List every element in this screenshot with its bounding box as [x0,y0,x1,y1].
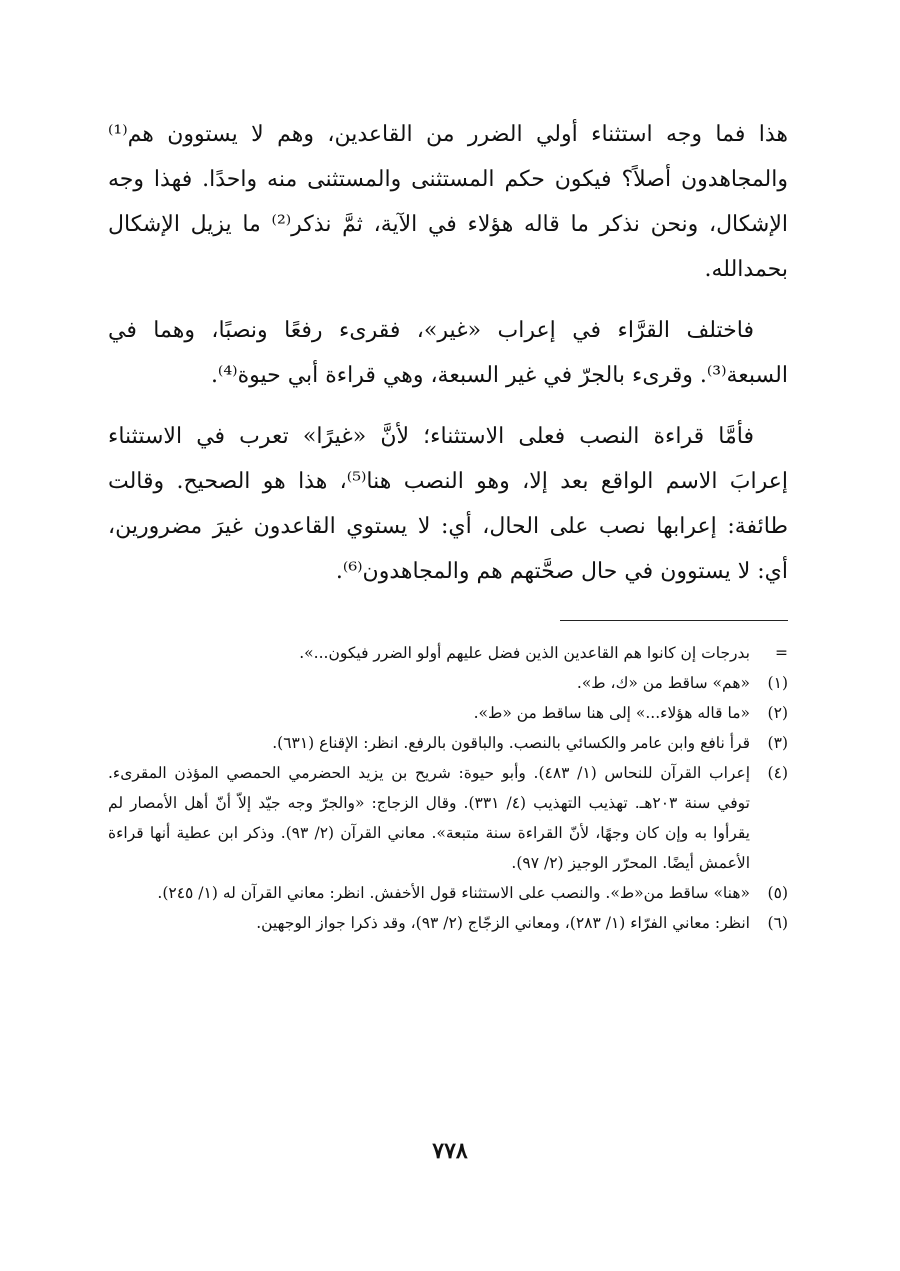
footnote-text: قرأ نافع وابن عامر والكسائي بالنصب. والباقون بالرفع. انظر: الإقناع (٦٣١). [272,734,750,752]
footnote-text: «ما قاله هؤلاء...» إلى هنا ساقط من «ط». [473,704,750,722]
footnote-number: (٥) [767,884,788,902]
footnote-4 [108,758,788,878]
footnote-number: (٣) [767,734,788,752]
footnote-text: بدرجات إن كانوا هم القاعدين الذين فضل عليهم أولو الضرر فيكون...». [299,644,750,662]
footnote-text: «هم» ساقط من «ك، ط». [576,674,750,692]
footnote-text: إعراب القرآن للنحاس (١/ ٤٨٣). وأبو حيوة: شريح بن يزيد الحضرمي الحمصي المؤذن المقرىء. توفي سنة ٢٠٣هـ. تهذيب التهذيب (٤/ ٣٣١). وقال الزجاج: «والجرّ وجه جيّد إلاّ أنّ أهل الأمصار لم يقرأوا به وإن كان وجهًا، لأنّ القراءة سنة متبعة». معاني القرآن (٢/ ٩٣). وذكر ابن عطية أنها قراءة الأعمش أيضًا. المحرّر الوجيز (٢/ ٩٧). [108,764,751,872]
paragraph-2: فاختلف القرَّاء في إعراب «غير»، فقرىء رفعًا ونصبًا، وهما في السبعة⁽³⁾. وقرىء بالجرّ في غير السبعة، وهي قراءة أبي حيوة⁽⁴⁾. [108,318,788,388]
main-text [108,112,788,610]
page-number: ٧٧٨ [432,1138,468,1164]
footnote-3 [108,728,788,758]
footnote-5 [108,878,788,908]
footnote-number: (١) [767,674,788,692]
footnote-2 [108,698,788,728]
footnote-continuation [108,638,788,668]
footnote-6 [108,908,788,938]
footnote-number: (٦) [767,914,788,932]
footnote-1 [108,668,788,698]
paragraph-3: فأمَّا قراءة النصب فعلى الاستثناء؛ لأنَّ «غيرًا» تعرب في الاستثناء إعرابَ الاسم الواقع بعد إلا، وهو النصب هنا⁽⁵⁾، هذا هو الصحيح. وقالت طائفة: إعرابها نصب على الحال، أي: لا يستوي القاعدون غيرَ مضرورين، أي: لا يستوون في حال صحَّتهم هم والمجاهدون⁽⁶⁾. [108,424,788,584]
footnote-separator [560,620,788,621]
footnote-text: انظر: معاني الفرّاء (١/ ٢٨٣)، ومعاني الزجّاج (٢/ ٩٣)، وقد ذكرا جواز الوجهين. [256,914,750,932]
paragraph-1: هذا فما وجه استثناء أولي الضرر من القاعدين، وهم لا يستوون هم⁽¹⁾ والمجاهدون أصلاً؟ فيكون حكم المستثنى والمستثنى منه واحدًا. فهذا وجه الإشكال، ونحن نذكر ما قاله هؤلاء في الآية، ثمَّ نذكر⁽²⁾ ما يزيل الإشكال بحمدالله. [108,122,788,282]
footnote-number: (٢) [767,704,788,722]
footnote-text: «هنا» ساقط من«ط». والنصب على الاستثناء قول الأخفش. انظر: معاني القرآن له (١/ ٢٤٥). [157,884,750,902]
footnotes [108,638,788,938]
footnote-number: = [775,644,788,662]
footnote-number: (٤) [767,764,788,782]
